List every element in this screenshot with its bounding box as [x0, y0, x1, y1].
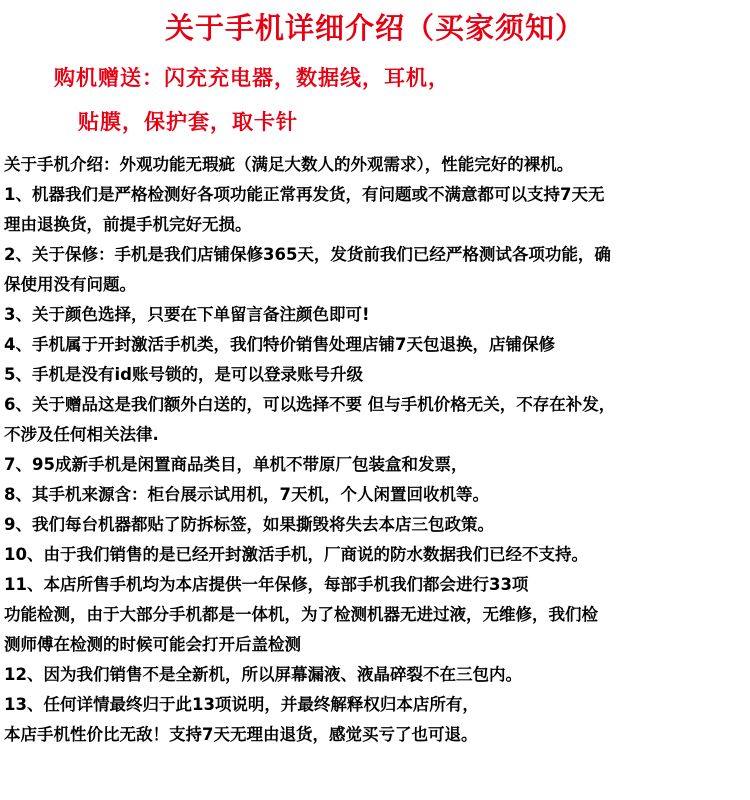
- notice-line: 6、关于赠品这是我们额外白送的，可以选择不要 但与手机价格无关，不存在补发，: [4, 395, 616, 414]
- notice-line: 保使用没有问题。: [4, 275, 136, 294]
- notice-line: 5、手机是没有id账号锁的，是可以登录账号升级: [4, 365, 363, 384]
- notice-line: 12、因为我们销售不是全新机，所以屏幕漏液、液晶碎裂不在三包内。: [4, 665, 522, 684]
- notice-line: 3、关于颜色选择，只要在下单留言备注颜色即可!: [4, 305, 370, 324]
- notice-line: 10、由于我们销售的是已经开封激活手机，厂商说的防水数据我们已经不支持。: [4, 545, 588, 564]
- notice-line: 7、95成新手机是闲置商品类目，单机不带原厂包装盒和发票，: [4, 455, 468, 474]
- notice-line: 1、机器我们是严格检测好各项功能正常再发货，有问题或不满意都可以支持7天无: [4, 185, 605, 204]
- notice-line: 不涉及任何相关法律.: [4, 425, 159, 444]
- notice-line: 11、本店所售手机均为本店提供一年保修，每部手机我们都会进行33项: [4, 575, 529, 594]
- notice-line: 测师傅在检测的时候可能会打开后盖检测: [4, 635, 301, 654]
- notice-body: [4, 150, 748, 750]
- notice-line: 2、关于保修：手机是我们店铺保修365天，发货前我们已经严格测试各项功能，确: [4, 245, 611, 264]
- notice-header: [0, 0, 750, 150]
- notice-line: 8、其手机来源含：柜台展示试用机，7天机，个人闲置回收机等。: [4, 485, 489, 504]
- gifts-line-1: 购机赠送：闪充充电器，数据线，耳机，: [54, 66, 450, 90]
- notice-line: 13、任何详情最终归于此13项说明，并最终解释权归本店所有，: [4, 695, 479, 714]
- notice-line: 本店手机性价比无敌！支持7天无理由退货，感觉买亏了也可退。: [4, 725, 478, 744]
- gifts-line-2: 贴膜，保护套，取卡针: [78, 110, 298, 134]
- notice-line: 9、我们每台机器都贴了防拆标签，如果撕毁将失去本店三包政策。: [4, 515, 494, 534]
- notice-line: 4、手机属于开封激活手机类，我们特价销售处理店铺7天包退换，店铺保修: [4, 335, 555, 354]
- notice-line: 理由退换货，前提手机完好无损。: [4, 215, 252, 234]
- notice-line: 功能检测，由于大部分手机都是一体机，为了检测机器无进过液，无维修，我们检: [4, 605, 598, 624]
- intro-line: 关于手机介绍：外观功能无瑕疵（满足大数人的外观需求），性能完好的裸机。: [4, 155, 574, 174]
- page-title: 关于手机详细介绍（买家须知）: [164, 11, 585, 45]
